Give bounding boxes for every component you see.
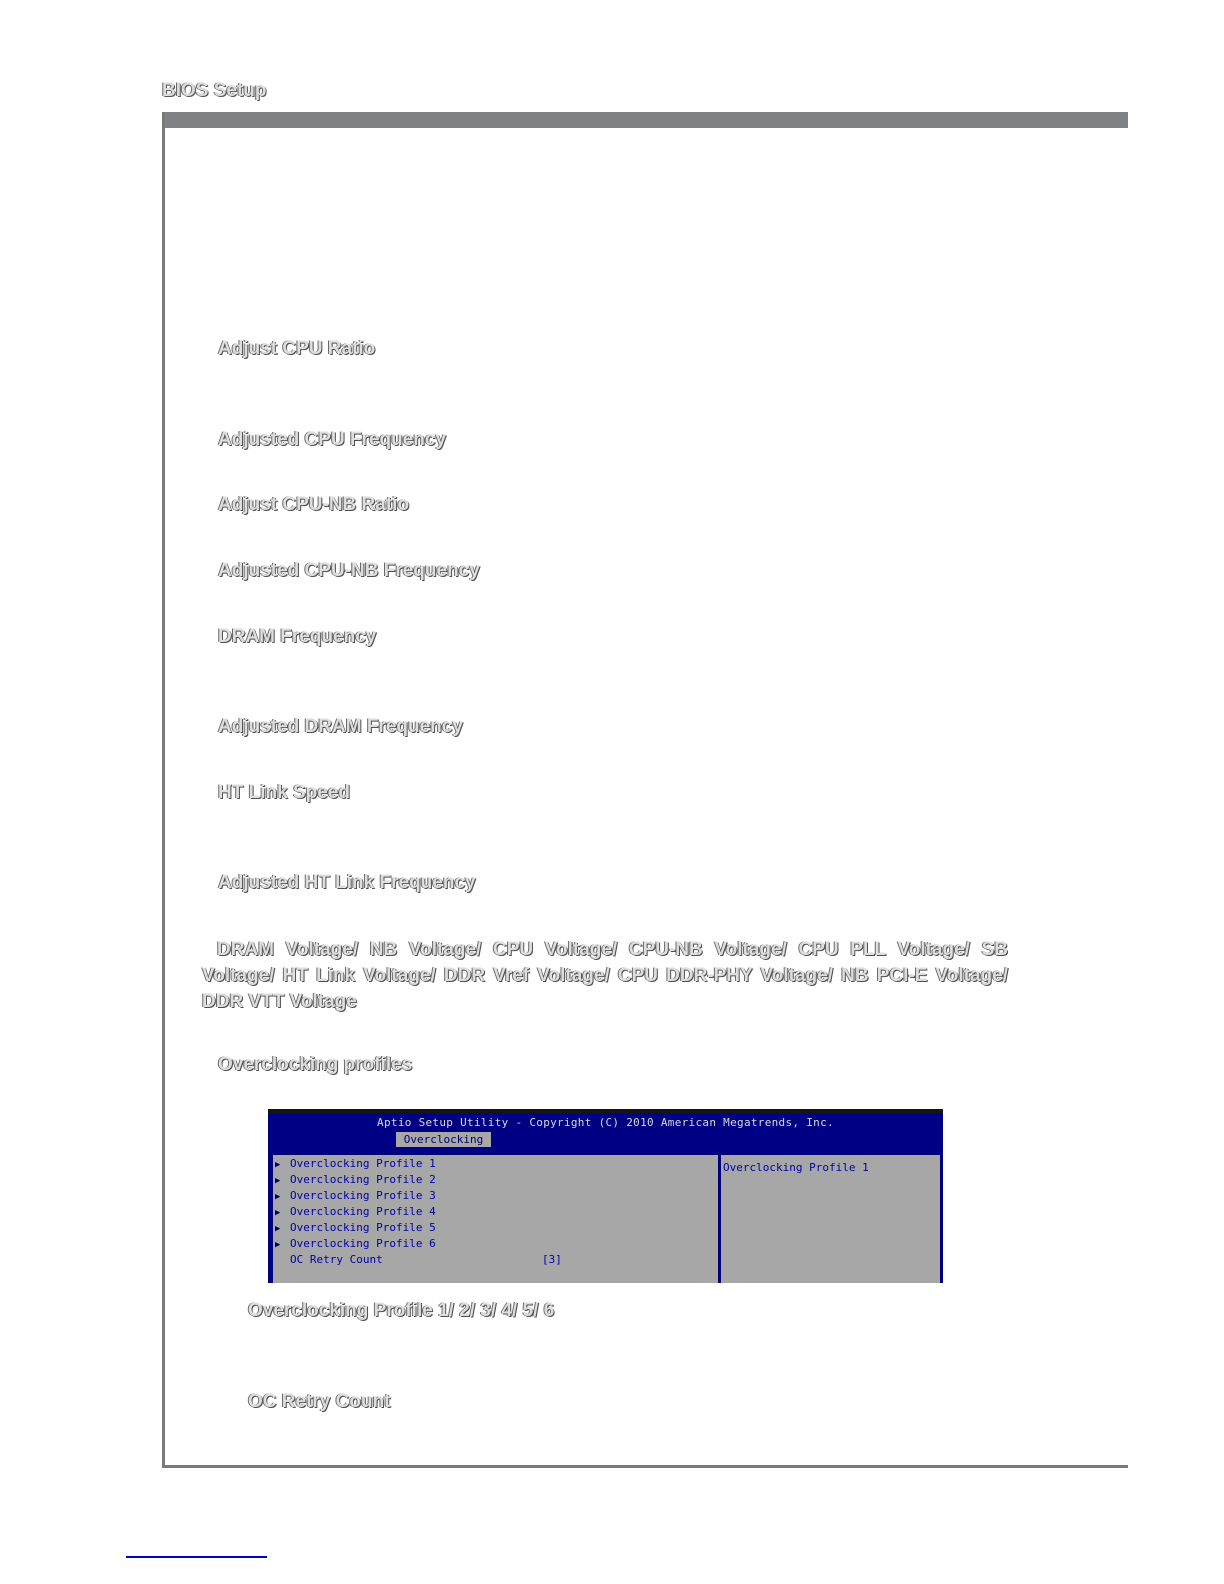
submenu-arrow-icon: ▶ (275, 1224, 281, 1234)
bios-body (268, 1147, 943, 1283)
help-text: Overclocking Profile 1 (723, 1161, 869, 1174)
menu-item-oc-retry-count[interactable] (275, 1252, 715, 1268)
bios-title: Aptio Setup Utility - Copyright (C) 2010 American Megatrends, Inc. (377, 1116, 834, 1129)
bios-help-panel (719, 1153, 942, 1283)
heading-adjusted-cpu-frequency: Adjusted CPU Frequency (218, 429, 447, 450)
tab-overclocking[interactable]: Overclocking (396, 1132, 491, 1147)
submenu-arrow-icon: ▶ (275, 1240, 281, 1250)
menu-item-label: Overclocking Profile 4 (290, 1205, 436, 1218)
left-border (162, 112, 165, 1468)
heading-overclocking-profiles: Overclocking profiles (218, 1054, 413, 1075)
menu-item-label: Overclocking Profile 5 (290, 1221, 436, 1234)
oc-retry-count-value[interactable]: [3] (542, 1253, 562, 1266)
section-title: BIOS Setup (162, 80, 267, 101)
bios-screenshot (268, 1109, 943, 1283)
menu-item-label: Overclocking Profile 3 (290, 1189, 436, 1202)
submenu-arrow-icon: ▶ (275, 1192, 281, 1202)
menu-item-label: Overclocking Profile 6 (290, 1237, 436, 1250)
heading-voltages: DRAM Voltage/ NB Voltage/ CPU Voltage/ CPU-NB Voltage/ CPU PLL Voltage/ SB Voltage/ HT Link Voltage/ DDR Vref Voltage/ CPU DDR-PHY Voltage/ NB PCI-E Voltage/ DDR VTT Voltage (202, 939, 1008, 1012)
menu-item-overclocking-profile-6[interactable] (275, 1236, 436, 1252)
heading-overclocking-profile-1-6: Overclocking Profile 1/ 2/ 3/ 4/ 5/ 6 (248, 1300, 555, 1321)
menu-item-label: Overclocking Profile 1 (290, 1157, 436, 1170)
menu-item-overclocking-profile-5[interactable] (275, 1220, 436, 1236)
menu-item-overclocking-profile-4[interactable] (275, 1204, 436, 1220)
heading-adjust-cpu-nb-ratio: Adjust CPU-NB Ratio (218, 494, 410, 515)
footer-line (126, 1556, 267, 1558)
menu-item-overclocking-profile-1[interactable] (275, 1156, 436, 1172)
menu-item-label: Overclocking Profile 2 (290, 1173, 436, 1186)
submenu-arrow-icon: ▶ (275, 1176, 281, 1186)
menu-item-overclocking-profile-3[interactable] (275, 1188, 436, 1204)
heading-adjust-cpu-ratio: Adjust CPU Ratio (218, 338, 376, 359)
heading-adjusted-dram-frequency: Adjusted DRAM Frequency (218, 716, 463, 737)
oc-retry-count-label: OC Retry Count (290, 1253, 383, 1266)
bottom-border (162, 1465, 1128, 1468)
menu-item-overclocking-profile-2[interactable] (275, 1172, 436, 1188)
heading-dram-frequency: DRAM Frequency (218, 626, 377, 647)
heading-ht-link-speed: HT Link Speed (218, 782, 350, 803)
submenu-arrow-icon: ▶ (275, 1208, 281, 1218)
heading-adjusted-ht-link-frequency: Adjusted HT Link Frequency (218, 872, 476, 893)
bios-menu-panel (271, 1153, 720, 1283)
submenu-arrow-icon: ▶ (275, 1160, 281, 1170)
bios-top-line (268, 1109, 943, 1114)
header-bar (162, 112, 1128, 128)
heading-oc-retry-count: OC Retry Count (248, 1391, 391, 1412)
heading-adjusted-cpu-nb-frequency: Adjusted CPU-NB Frequency (218, 560, 480, 581)
